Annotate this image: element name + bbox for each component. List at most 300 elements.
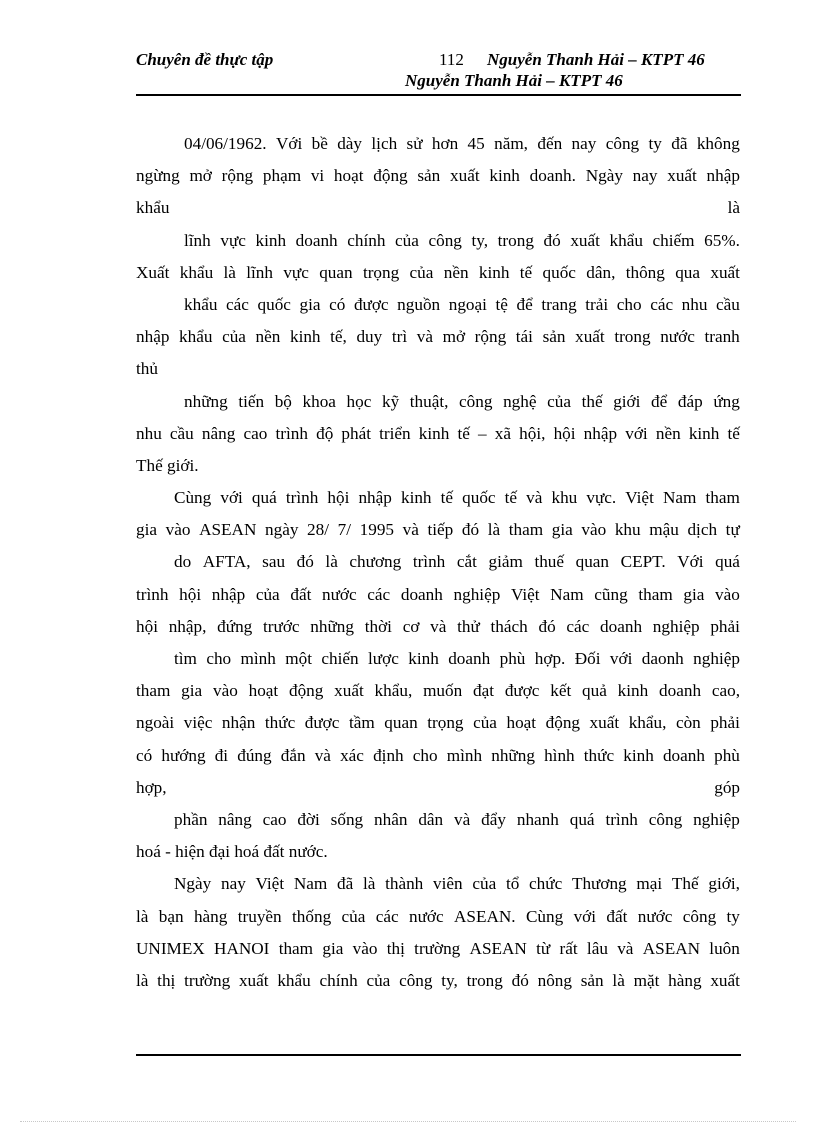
- word: chính: [347, 230, 386, 250]
- word: nay: [632, 166, 658, 186]
- word: độ: [316, 423, 334, 443]
- word: ty: [648, 134, 662, 153]
- word: trong: [497, 230, 534, 250]
- word: lịch: [371, 134, 398, 153]
- word: nhu: [136, 423, 162, 443]
- word: nâng: [218, 809, 252, 829]
- word: phù: [714, 745, 740, 765]
- word: cao: [243, 423, 268, 443]
- word: vào: [212, 681, 238, 701]
- word: tham: [638, 584, 673, 604]
- word: 28/: [307, 520, 330, 540]
- word: ASEAN.: [454, 906, 516, 926]
- word: bộ: [274, 391, 292, 411]
- word: của: [395, 230, 419, 250]
- word: Việt: [510, 584, 540, 604]
- word: được: [353, 294, 389, 314]
- word: trong: [466, 970, 503, 990]
- word: quốc: [257, 294, 291, 314]
- word: kinh: [255, 230, 287, 250]
- text-line: [136, 323, 740, 355]
- word: và: [454, 809, 471, 829]
- word: tự: [725, 520, 740, 540]
- word: công: [428, 230, 462, 250]
- word: đúng: [237, 745, 272, 765]
- word: của: [255, 584, 280, 604]
- word: kinh: [478, 262, 510, 282]
- word: tế: [440, 488, 454, 508]
- word: bạn: [158, 906, 184, 926]
- word: chiến: [321, 649, 359, 668]
- word: các: [226, 294, 249, 314]
- word: Việt: [625, 488, 654, 508]
- word: trước: [263, 616, 300, 636]
- word: sống: [330, 809, 364, 829]
- word: quá: [569, 809, 595, 829]
- word: góp: [714, 777, 740, 797]
- word: hoạt: [506, 713, 537, 733]
- word: rất: [559, 938, 578, 958]
- word: HANOI: [214, 938, 270, 958]
- word: trình: [136, 584, 169, 604]
- text-line: [136, 162, 740, 194]
- word: –: [478, 423, 487, 443]
- word: Thương: [571, 874, 627, 894]
- word: hướng: [161, 745, 206, 765]
- word: gia: [181, 681, 203, 701]
- word: muốn: [423, 681, 463, 701]
- word: trình: [285, 488, 319, 508]
- word: nhập: [583, 423, 618, 443]
- word: luôn: [709, 938, 740, 958]
- word: cắt: [456, 552, 477, 572]
- word: xuất: [334, 681, 364, 701]
- word: phạm: [262, 166, 302, 186]
- word: tranh: [704, 327, 740, 347]
- word: dân,: [586, 262, 616, 282]
- word: nhanh: [516, 809, 559, 829]
- word: doanh: [295, 230, 338, 250]
- word: Việt: [255, 874, 285, 894]
- word: những: [491, 745, 535, 765]
- body-text: [136, 130, 740, 999]
- word: Nam: [550, 584, 584, 604]
- word: xuất: [667, 166, 697, 186]
- word: Với: [275, 134, 303, 153]
- word: sản: [542, 327, 566, 347]
- word: trường: [184, 970, 231, 990]
- word: và: [526, 488, 543, 508]
- word: các: [375, 906, 399, 926]
- word: nước: [322, 584, 357, 604]
- word: chiếm: [652, 230, 695, 250]
- word: quốc: [462, 488, 496, 508]
- word: thách: [490, 616, 528, 636]
- text-line: [136, 870, 740, 902]
- word: Cùng: [174, 488, 212, 508]
- word: ngoài: [136, 713, 175, 733]
- word: khẩu: [609, 230, 643, 250]
- word: trì: [391, 327, 408, 347]
- word: kết: [550, 681, 572, 701]
- word: đời: [297, 809, 320, 829]
- word: AFTA,: [202, 552, 251, 572]
- word: nhập: [136, 327, 170, 347]
- word: để: [651, 391, 668, 411]
- word: doanh: [400, 584, 443, 604]
- word: nhập: [211, 584, 246, 604]
- word: mình: [446, 745, 483, 765]
- word: mặt: [633, 970, 660, 990]
- word: thống: [292, 906, 332, 926]
- word: được: [504, 681, 540, 701]
- word: chính: [319, 970, 358, 990]
- word: tham: [136, 681, 171, 701]
- word: với: [609, 649, 633, 668]
- word: các: [650, 294, 674, 314]
- word: và: [617, 938, 634, 958]
- word: phải: [710, 713, 740, 733]
- word: khu: [614, 520, 641, 540]
- word: định: [373, 745, 404, 765]
- text-line: hoá - hiện đại hoá đất nước.: [136, 842, 328, 862]
- word: qua: [675, 262, 701, 282]
- word: cao,: [711, 681, 740, 701]
- word: tế: [504, 488, 518, 508]
- word: Nam: [293, 874, 328, 894]
- word: doanh: [600, 616, 643, 636]
- word: dịch: [687, 520, 718, 540]
- word: 1995: [359, 520, 395, 540]
- word: sử: [406, 134, 423, 153]
- word: không: [696, 134, 740, 153]
- word: để: [516, 294, 533, 314]
- word: vi: [310, 166, 325, 186]
- header-author-repeat: Nguyễn Thanh Hải – KTPT 46: [405, 71, 623, 90]
- word: với: [220, 488, 243, 508]
- word: ty,: [471, 230, 489, 250]
- word: gia: [136, 520, 157, 540]
- word: giảm: [488, 552, 523, 572]
- word: của: [472, 874, 497, 894]
- word: khoa: [302, 391, 336, 411]
- word: sản: [580, 970, 604, 990]
- word: hoạt: [248, 681, 279, 701]
- text-line: [136, 742, 740, 774]
- word: bề: [311, 134, 328, 153]
- word: doanh: [662, 745, 705, 765]
- word: dày: [337, 134, 363, 153]
- word: là: [136, 970, 149, 990]
- word: khẩu: [179, 262, 214, 282]
- word: tế,: [330, 327, 347, 347]
- word: của: [409, 262, 434, 282]
- word: nay: [571, 134, 597, 153]
- word: đáp: [677, 391, 703, 411]
- word: mở: [189, 166, 212, 186]
- word: vào: [715, 584, 740, 604]
- word: thế: [581, 391, 603, 411]
- text-line: [136, 388, 740, 420]
- word: nhu: [681, 294, 708, 314]
- text-line: [136, 548, 740, 580]
- word: tái: [515, 327, 533, 347]
- word: hình: [544, 745, 575, 765]
- word: kinh: [688, 423, 720, 443]
- word: CEPT.: [620, 552, 666, 572]
- word: tham: [508, 520, 544, 540]
- word: phải: [710, 616, 740, 636]
- word: Ngày: [174, 874, 212, 894]
- word: là: [362, 874, 376, 894]
- word: một: [285, 649, 313, 668]
- word: hơn: [431, 134, 459, 153]
- word: đạt: [473, 681, 495, 701]
- word: nhập: [358, 488, 392, 508]
- word: và: [314, 745, 331, 765]
- word: sau: [262, 552, 286, 572]
- word: và: [402, 520, 419, 540]
- word: nước: [660, 327, 695, 347]
- word: thuế: [534, 552, 565, 572]
- word: hàng: [668, 970, 702, 990]
- word: cho: [206, 649, 232, 668]
- word: nhận: [221, 713, 256, 733]
- word: quan: [575, 552, 610, 572]
- word: tế: [727, 423, 740, 443]
- word: ty: [726, 906, 740, 926]
- word: có: [136, 745, 153, 765]
- word: xuất: [570, 230, 600, 250]
- word: cơ: [402, 616, 420, 636]
- word: việc: [183, 713, 213, 733]
- word: sản: [417, 166, 441, 186]
- word: trình: [605, 809, 638, 829]
- word: đất: [290, 584, 312, 604]
- word: lâu: [586, 938, 608, 958]
- word: Cùng: [525, 906, 564, 926]
- word: nước: [637, 906, 673, 926]
- text-line: [136, 484, 740, 516]
- word: đã: [336, 874, 354, 894]
- word: với: [625, 423, 648, 443]
- text-line: [136, 967, 740, 999]
- text-line: [136, 194, 740, 226]
- text-line: [136, 227, 740, 259]
- word: thức: [264, 713, 296, 733]
- word: thị: [157, 970, 176, 990]
- word: thị: [386, 938, 405, 958]
- word: vực: [220, 230, 246, 250]
- word: tìm: [174, 649, 197, 668]
- word: cho: [412, 745, 438, 765]
- word: là: [612, 970, 625, 990]
- word: daonh: [641, 649, 684, 668]
- word: nâng: [201, 423, 236, 443]
- word: 65%.: [704, 230, 740, 250]
- word: phát: [341, 423, 372, 443]
- word: trường: [414, 938, 461, 958]
- word: tế: [519, 262, 533, 282]
- word: trình: [412, 552, 446, 572]
- word: 7/: [337, 520, 352, 540]
- word: truyền: [237, 906, 282, 926]
- word: nền: [655, 423, 681, 443]
- word: xuất: [710, 970, 740, 990]
- word: trọng: [362, 262, 400, 282]
- word: hội: [553, 423, 576, 443]
- word: xuất: [450, 166, 480, 186]
- word: kinh: [408, 649, 439, 668]
- word: tế: [457, 423, 470, 443]
- word: UNIMEX: [136, 938, 205, 958]
- word: đi: [214, 745, 229, 765]
- word: tổ: [505, 874, 520, 894]
- word: xuất: [575, 327, 605, 347]
- word: hợp,: [136, 777, 167, 797]
- word: là: [223, 262, 236, 282]
- word: đến: [537, 134, 563, 153]
- word: nền: [443, 262, 469, 282]
- word: gia: [299, 294, 321, 314]
- word: thông: [625, 262, 665, 282]
- word: cao: [262, 809, 287, 829]
- word: nước: [409, 906, 444, 926]
- page-bottom-border: [20, 1121, 796, 1122]
- word: dân: [418, 809, 444, 829]
- word: nhập,: [168, 616, 207, 636]
- text-line: [136, 613, 740, 645]
- word: 45: [467, 134, 485, 153]
- word: ASEAN: [642, 938, 701, 958]
- word: 04/06/1962.: [184, 134, 267, 153]
- word: thời: [364, 616, 392, 636]
- word: đó: [538, 616, 556, 636]
- word: hàng: [193, 906, 228, 926]
- word: chương: [349, 552, 402, 572]
- word: của: [222, 327, 246, 347]
- word: công: [399, 970, 433, 990]
- word: nghiệp: [693, 649, 740, 668]
- word: phù: [499, 649, 526, 668]
- word: mại: [636, 874, 663, 894]
- word: mậu: [649, 520, 679, 540]
- word: vực.: [586, 488, 617, 508]
- word: xã: [494, 423, 512, 443]
- word: quan: [384, 713, 418, 733]
- word: nghệ: [503, 391, 537, 411]
- word: giới: [613, 391, 641, 411]
- word: là: [727, 198, 740, 218]
- word: cầu: [169, 423, 194, 443]
- word: doanh: [659, 681, 702, 701]
- page-header: [136, 48, 741, 96]
- word: mình: [240, 649, 276, 668]
- word: học: [346, 391, 372, 411]
- text-line: [136, 935, 740, 967]
- word: Với: [677, 552, 704, 572]
- word: nguồn: [397, 294, 441, 314]
- page-number: 112: [439, 50, 464, 69]
- word: trình: [275, 423, 308, 443]
- text-line: [136, 806, 740, 838]
- word: nền: [255, 327, 281, 347]
- text-line: [136, 774, 740, 806]
- word: động: [373, 166, 408, 186]
- word: rộng: [221, 166, 254, 186]
- word: động: [288, 681, 324, 701]
- word: kinh: [289, 327, 321, 347]
- word: vào: [165, 520, 191, 540]
- word: ty,: [441, 970, 458, 990]
- word: và: [416, 327, 433, 347]
- word: khẩu: [184, 294, 218, 314]
- word: lược: [368, 649, 399, 668]
- word: ASEAN: [469, 938, 527, 958]
- text-line: thủ: [136, 359, 158, 379]
- word: tham: [705, 488, 740, 508]
- word: duy: [356, 327, 383, 347]
- word: đẩy: [481, 809, 506, 829]
- word: gia: [551, 520, 573, 540]
- word: giới,: [708, 874, 740, 894]
- word: nhập: [706, 166, 740, 186]
- word: nghiệp: [453, 584, 501, 604]
- word: doanh: [448, 649, 491, 668]
- word: động: [545, 713, 580, 733]
- word: là: [487, 520, 501, 540]
- word: công: [605, 134, 640, 153]
- word: quá: [251, 488, 277, 508]
- text-line: [136, 903, 740, 935]
- word: thử: [457, 616, 480, 636]
- text-line: [136, 645, 740, 677]
- word: còn: [675, 713, 701, 733]
- text-line: [136, 516, 740, 548]
- word: triển: [379, 423, 411, 443]
- word: ASEAN: [199, 520, 257, 540]
- word: xuất: [589, 713, 620, 733]
- word: cầu: [716, 294, 740, 314]
- word: được: [304, 713, 340, 733]
- word: đã: [671, 134, 688, 153]
- text-line: Thế giới.: [136, 455, 199, 475]
- word: đó: [296, 552, 314, 572]
- word: gia: [322, 938, 344, 958]
- word: kỹ: [381, 391, 400, 411]
- word: vào: [581, 520, 607, 540]
- word: những: [310, 616, 354, 636]
- word: của: [473, 713, 497, 733]
- word: của: [547, 391, 571, 411]
- word: tham: [278, 938, 314, 958]
- word: vực: [283, 262, 309, 282]
- word: công: [648, 809, 683, 829]
- text-line: [136, 130, 740, 162]
- word: hội: [327, 488, 350, 508]
- word: nông: [537, 970, 572, 990]
- word: doanh.: [529, 166, 576, 186]
- word: trải: [585, 294, 609, 314]
- word: của: [341, 906, 366, 926]
- word: đó: [543, 230, 561, 250]
- word: xuất: [238, 970, 269, 990]
- word: hội: [179, 584, 202, 604]
- word: kinh: [623, 745, 654, 765]
- word: và: [430, 616, 447, 636]
- word: đó: [511, 970, 529, 990]
- text-line: [136, 709, 740, 741]
